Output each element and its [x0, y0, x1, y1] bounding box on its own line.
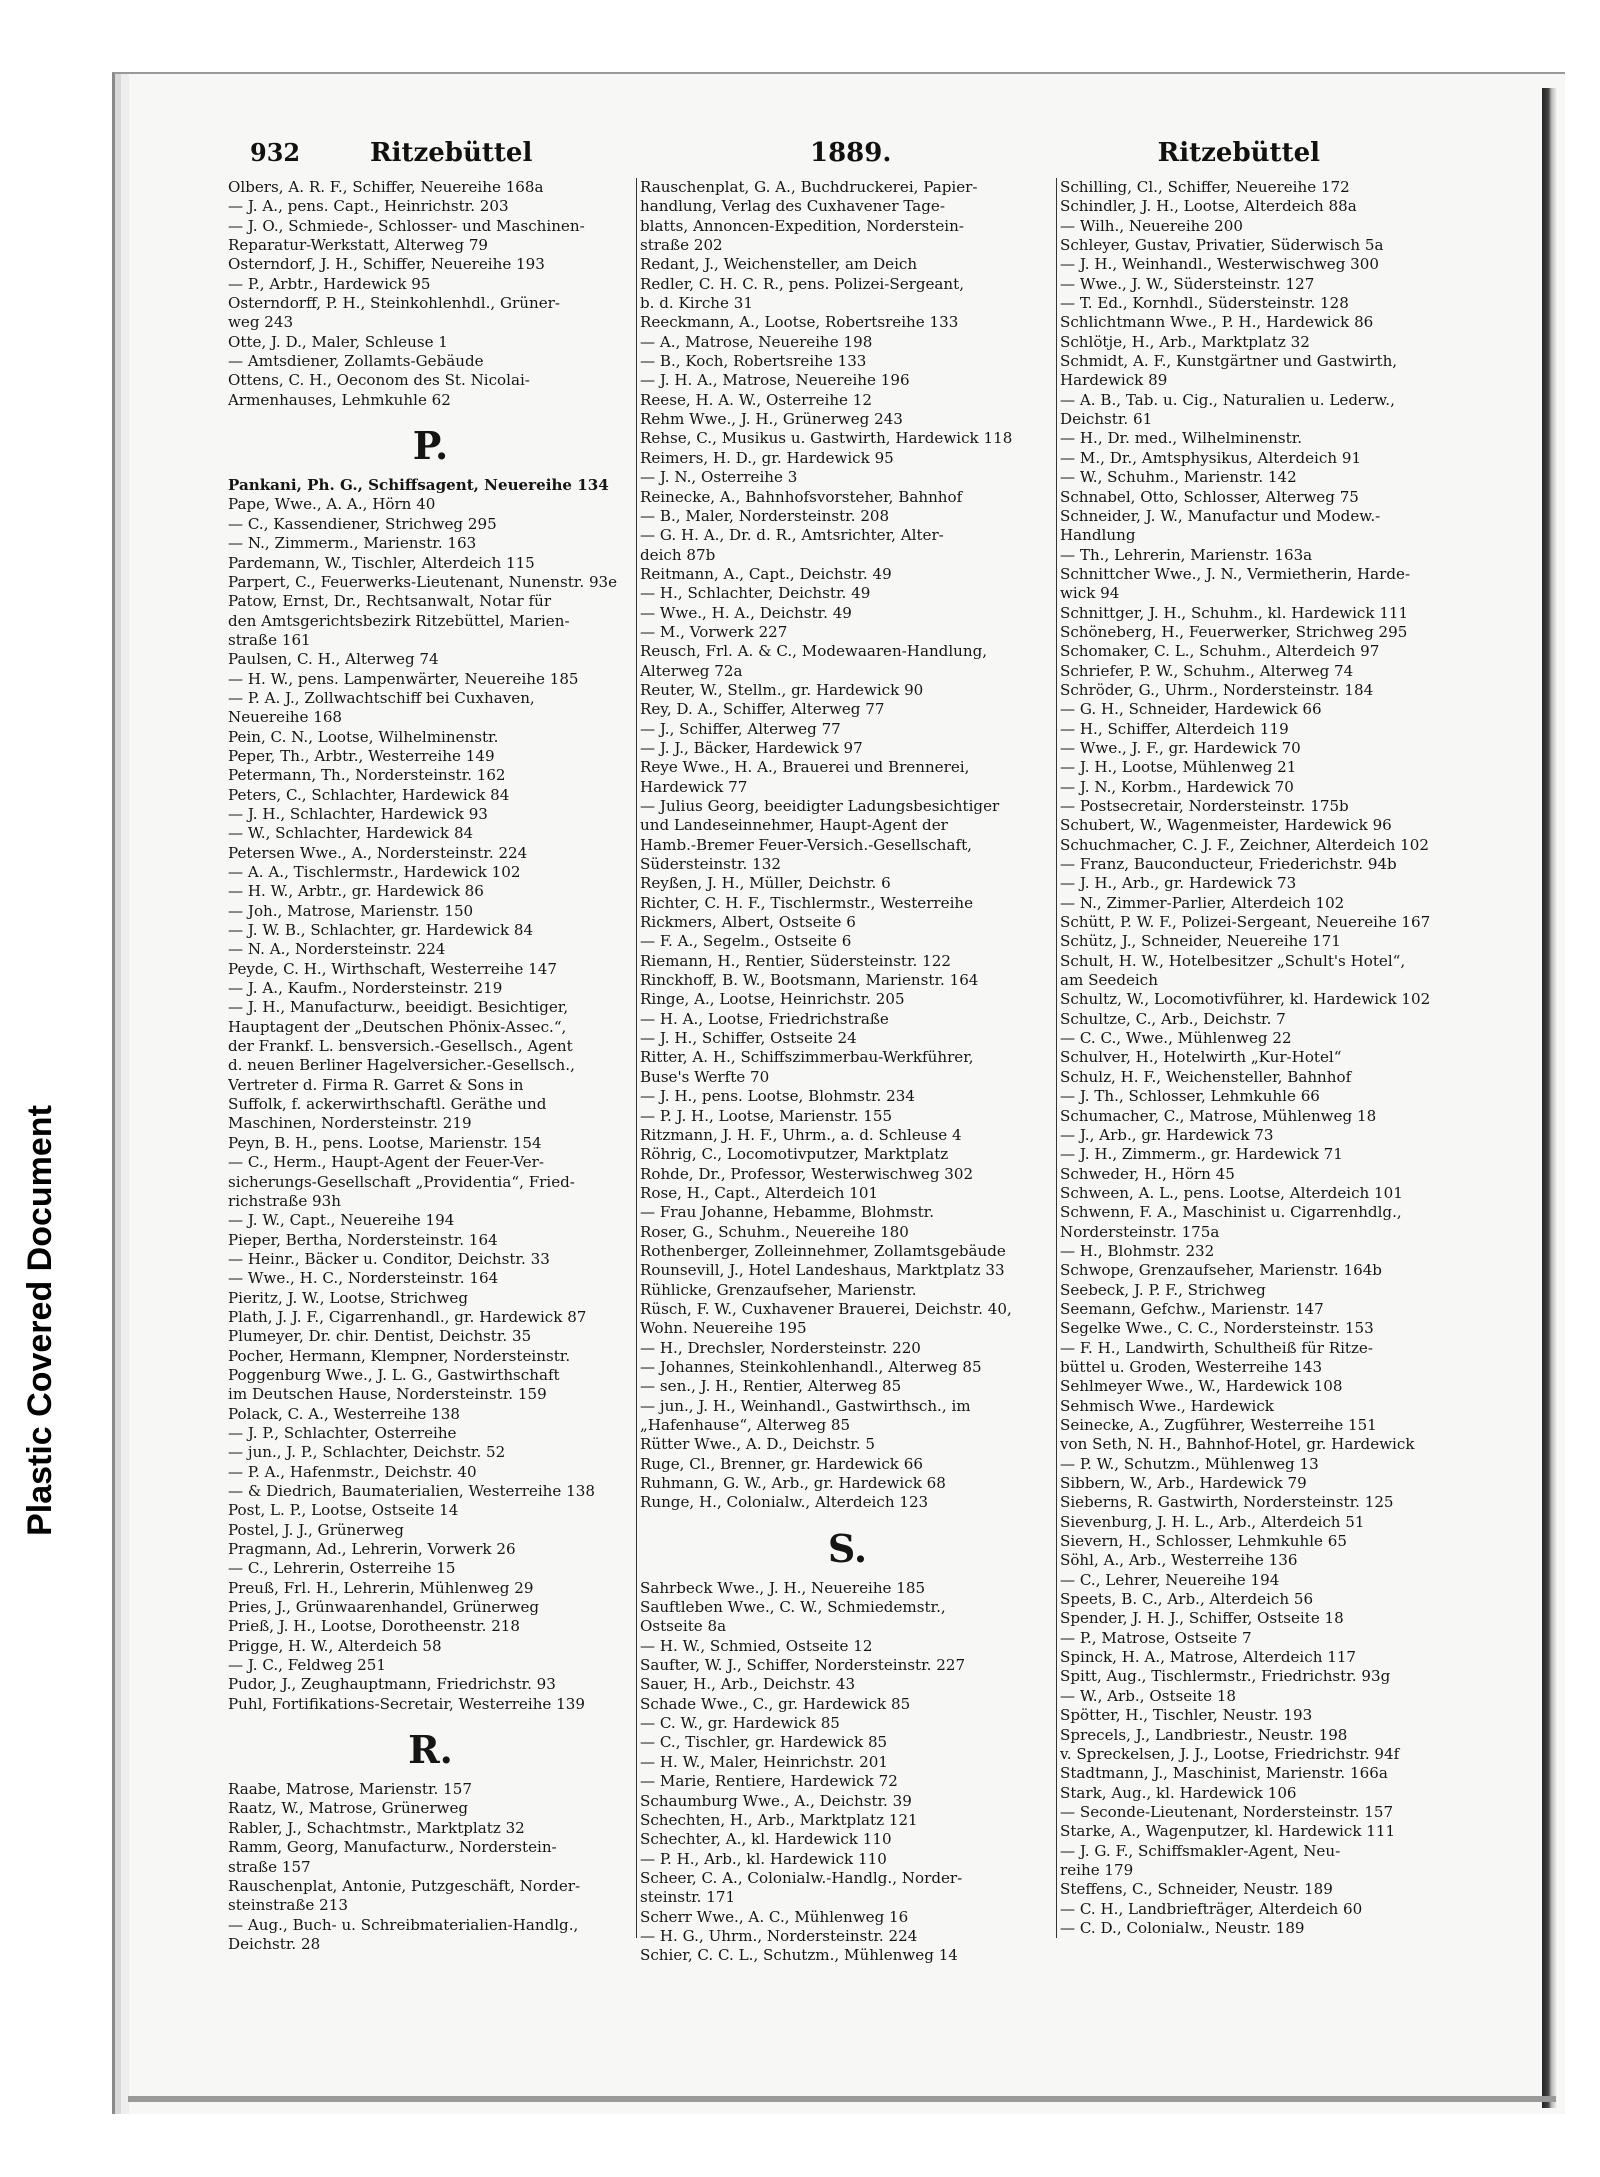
directory-entry: — C. H., Landbriefträger, Alterdeich 60	[1060, 1899, 1363, 1918]
directory-entry: — J., Schiffer, Alterweg 77	[640, 719, 841, 738]
directory-entry: Hauptagent der „Deutschen Phönix-Assec.“,	[228, 1017, 567, 1036]
directory-entry: — H. A., Lootse, Friedrichstraße	[640, 1009, 889, 1028]
directory-entry: — F. A., Segelm., Ostseite 6	[640, 932, 852, 951]
directory-entry: — C. D., Colonialw., Neustr. 189	[1060, 1918, 1305, 1937]
directory-entry: Schubert, W., Wagenmeister, Hardewick 96	[1060, 816, 1392, 835]
directory-entry: — C., Lehrer, Neuereihe 194	[1060, 1570, 1280, 1589]
directory-entry: „Hafenhause“, Alterweg 85	[640, 1416, 851, 1434]
directory-entry: Ostseite 8a	[640, 1617, 727, 1636]
directory-entry: — Frau Johanne, Hebamme, Blohmstr.	[640, 1203, 935, 1222]
directory-entry: Schriefer, P. W., Schuhm., Alterweg 74	[1060, 661, 1354, 680]
directory-entry: — P. W., Schutzm., Mühlenweg 13	[1060, 1454, 1319, 1473]
directory-entry: Schwenn, F. A., Maschinist u. Cigarrenhdlg.,	[1060, 1203, 1402, 1222]
directory-entry: Reuter, W., Stellm., gr. Hardewick 90	[640, 680, 924, 699]
directory-entry: Redant, J., Weichensteller, am Deich	[640, 255, 918, 274]
directory-entry: Sievenburg, J. H. L., Arb., Alterdeich 51	[1060, 1512, 1365, 1531]
directory-entry: Rabler, J., Schachtmstr., Marktplatz 32	[228, 1818, 525, 1837]
directory-entry: von Seth, N. H., Bahnhof-Hotel, gr. Hardewick	[1060, 1435, 1415, 1454]
directory-entry: Pieper, Bertha, Norderstеinstr. 164	[228, 1230, 498, 1249]
directory-entry: Parpert, C., Feuerwerks-Lieutenant, Nunenstr. 93e	[228, 572, 618, 591]
directory-entry: — Wwe., J. F., gr. Hardewick 70	[1060, 738, 1301, 757]
directory-entry: Ruhmann, G. W., Arb., gr. Hardewick 68	[640, 1474, 946, 1493]
directory-entry: — Wilh., Neuereihe 200	[1060, 216, 1243, 235]
directory-entry: Rühlicke, Grenzaufseher, Marienstr.	[640, 1280, 917, 1299]
directory-entry: — J. J., Bäcker, Hardewick 97	[640, 738, 863, 757]
directory-entry: — B., Koch, Robertsreihe 133	[640, 352, 867, 371]
directory-entry: steinstraße 213	[228, 1896, 348, 1915]
directory-entry: — P., Matrose, Ostseite 7	[1060, 1628, 1252, 1647]
directory-entry: — J. H., Zimmerm., gr. Hardewick 71	[1060, 1145, 1343, 1164]
directory-entry: — H., Drechsler, Norderstеinstr. 220	[640, 1338, 921, 1357]
directory-entry: Ritzmann, J. H. F., Uhrm., a. d. Schleuse 4	[640, 1125, 962, 1144]
directory-entry: — J. N., Osterreihe 3	[640, 468, 798, 487]
directory-entry: — N., Zimmerm., Marienstr. 163	[228, 534, 477, 553]
directory-entry: Schier, C. C. L., Schutzm., Mühlenweg 14	[640, 1946, 958, 1965]
side-label	[8, 1060, 72, 1580]
directory-entry: Armenhauses, Lehmkuhle 62	[228, 390, 451, 409]
directory-entry: — J. Th., Schlosser, Lehmkuhle 66	[1060, 1087, 1320, 1106]
directory-entry: — Amtsdiener, Zollamts-Gebäude	[228, 352, 484, 371]
column-rule	[636, 178, 637, 1938]
directory-entry: Schlötje, H., Arb., Marktplatz 32	[1060, 332, 1310, 351]
directory-entry: Ritter, A. H., Schiffszimmerbau-Werkführer,	[640, 1048, 974, 1067]
directory-entry: Schütt, P. W. F., Polizei-Sergeant, Neuereihe 167	[1060, 913, 1431, 932]
directory-entry: Reyßen, J. H., Müller, Deichstr. 6	[640, 874, 891, 893]
directory-entry: — J. N., Korbm., Hardewick 70	[1060, 777, 1294, 796]
directory-entry: Norderstеinstr. 175a	[1060, 1222, 1220, 1241]
directory-entry: Schulver, H., Hotelwirth „Kur-Hotel“	[1060, 1048, 1342, 1067]
directory-entry: Söhl, A., Arb., Westerreihe 136	[1060, 1551, 1298, 1570]
directory-entry: Reimers, H. D., gr. Hardewick 95	[640, 448, 894, 467]
directory-entry: Sauer, H., Arb., Deichstr. 43	[640, 1675, 856, 1694]
directory-entry: Pries, J., Grünwaarenhandel, Grünerweg	[228, 1598, 540, 1617]
directory-entry: Speets, B. C., Arb., Alterdeich 56	[1060, 1590, 1314, 1609]
directory-entry: — N., Zimmer-Parlier, Alterdeich 102	[1060, 893, 1345, 912]
directory-entry: Rütter Wwe., A. D., Deichstr. 5	[640, 1435, 875, 1454]
directory-entry: — W., Schuhm., Marienstr. 142	[1060, 468, 1297, 487]
directory-entry: v. Spreckelsen, J. J., Lootse, Friedrichstr. 94f	[1060, 1744, 1400, 1763]
directory-entry: — J. C., Feldweg 251	[228, 1656, 386, 1675]
directory-entry: — J. A., Kaufm., Norderstеinstr. 219	[228, 979, 503, 998]
directory-entry: Schleyer, Gustav, Privatier, Süderwisch 5a	[1060, 236, 1384, 255]
page-edge-right	[1542, 88, 1558, 2108]
directory-entry: Rinckhoff, B. W., Bootsmann, Marienstr. 164	[640, 971, 979, 990]
directory-entry: Polack, C. A., Westerreihe 138	[228, 1404, 460, 1423]
directory-entry: Schnittcher Wwe., J. N., Vermietherin, Harde-	[1060, 564, 1411, 583]
directory-entry: Schechter, A., kl. Hardewick 110	[640, 1830, 892, 1849]
directory-entry: — J. H., Arb., gr. Hardewick 73	[1060, 874, 1297, 893]
directory-entry: — Heinr., Bäcker u. Conditor, Deichstr. 33	[228, 1249, 550, 1268]
directory-entry: — Wwe., J. W., Süderstеinstr. 127	[1060, 274, 1315, 293]
directory-entry: Schnittger, J. H., Schuhm., kl. Hardewick 111	[1060, 603, 1409, 622]
directory-entry: — J. O., Schmiede-, Schlosser- und Maschinen-	[228, 216, 585, 235]
directory-entry: Schneider, J. W., Manufactur und Modew.-	[1060, 506, 1381, 525]
directory-entry: — A. A., Tischlermstr., Hardewick 102	[228, 863, 521, 881]
directory-entry: — J. W. B., Schlachter, gr. Hardewick 84	[228, 921, 534, 940]
directory-entry: Saufter, W. J., Schiffer, Norderstеinstr. 227	[640, 1656, 966, 1675]
directory-entry: Schnabel, Otto, Schlosser, Alterweg 75	[1060, 487, 1359, 506]
directory-entry: — H. W., pens. Lampenwärter, Neuereihe 185	[228, 669, 579, 688]
directory-entry: Buse's Werfte 70	[640, 1067, 770, 1086]
directory-entry: Sprecels, J., Landbriestr., Neustr. 198	[1060, 1725, 1348, 1744]
directory-entry: — C. W., gr. Hardewick 85	[640, 1714, 840, 1733]
directory-entry: Rauschenplat, Antonie, Putzgeschäft, Norder-	[228, 1876, 581, 1895]
section-letter-heading: P.	[412, 423, 449, 469]
directory-entry: — jun., J. P., Schlachter, Deichstr. 52	[228, 1443, 506, 1462]
year-heading: 1889.	[810, 138, 892, 168]
directory-entry: — Wwe., H. C., Norderstеinstr. 164	[228, 1269, 499, 1288]
directory-entry: — C., Tischler, gr. Hardewick 85	[640, 1733, 888, 1752]
right-running-title: Ritzebüttel	[1157, 138, 1320, 168]
directory-entry: Runge, H., Colonialw., Alterdeich 123	[640, 1493, 929, 1512]
directory-entry: der Frankf. L. bensversich.-Gesellsch., Agent	[228, 1037, 573, 1056]
directory-entry: — & Diedrich, Baumaterialien, Westerreihe 138	[228, 1482, 595, 1500]
directory-entry: den Amtsgerichtsbezirk Ritzebüttel, Marien-	[228, 611, 570, 630]
directory-entry: Ruge, Cl., Brenner, gr. Hardewick 66	[640, 1454, 923, 1473]
directory-entry: Redler, C. H. C. R., pens. Polizei-Sergeant,	[640, 274, 965, 293]
directory-entry: Scheer, C. A., Colonialw.-Handlg., Norder-	[640, 1868, 963, 1887]
directory-entry: Peyde, C. H., Wirthschaft, Westerreihe 147	[228, 959, 557, 978]
directory-entry: — N. A., Norderstеinstr. 224	[228, 940, 446, 959]
directory-entry: — Franz, Bauconducteur, Friederichstr. 94b	[1060, 855, 1397, 874]
directory-entry: Patow, Ernst, Dr., Rechtsanwalt, Notar für	[228, 592, 552, 611]
directory-entry: — M., Vorwerk 227	[640, 622, 788, 641]
directory-entry: Rehse, C., Musikus u. Gastwirth, Hardewick 118	[640, 429, 1013, 448]
directory-entry: Paulsen, C. H., Alterweg 74	[228, 650, 439, 669]
directory-entry: Peters, C., Schlachter, Hardewick 84	[228, 785, 510, 804]
directory-entry: Röhrig, C., Locomotivputzer, Marktplatz	[640, 1145, 949, 1164]
directory-entry: — J. G. F., Schiffsmakler-Agent, Neu-	[1060, 1841, 1341, 1860]
directory-entry: — P. A. J., Zollwachtschiff bei Cuxhaven,	[228, 688, 535, 707]
directory-entry: Schechten, H., Arb., Marktplatz 121	[640, 1810, 918, 1829]
directory-entry: Hardewick 89	[1060, 371, 1168, 390]
directory-entry: blatts, Annoncen-Expedition, Norderstеin-	[640, 216, 964, 235]
column-rule	[1056, 178, 1057, 1938]
directory-entry: — A., Matrose, Neuereihe 198	[640, 332, 873, 351]
directory-entry: — J. H., Schlachter, Hardewick 93	[228, 804, 488, 823]
directory-entry: — J. H., Weinhandl., Westerwischweg 300	[1060, 255, 1379, 274]
directory-entry: — J., Arb., gr. Hardewick 73	[1060, 1125, 1274, 1144]
directory-entry: — B., Maler, Norderstеinstr. 208	[640, 506, 890, 525]
directory-entry: Ramm, Georg, Manufacturw., Norderstеin-	[228, 1838, 557, 1857]
directory-entry: Stark, Aug., kl. Hardewick 106	[1060, 1783, 1297, 1802]
side-label-text: Plastic Covered Document	[20, 1104, 59, 1536]
directory-entry: Deichstr. 61	[1060, 410, 1153, 429]
directory-entry: Pankani, Ph. G., Schiffsagent, Neuereihe 134	[228, 476, 609, 495]
directory-entry: Scherr Wwe., A. C., Mühlenweg 16	[640, 1907, 909, 1926]
directory-entry: Reese, H. A. W., Osterreihe 12	[640, 390, 872, 409]
directory-entry: Schultze, C., Arb., Deichstr. 7	[1060, 1009, 1286, 1028]
directory-entry: büttel u. Groden, Westerreihe 143	[1060, 1357, 1323, 1376]
directory-entry: Prieß, J. H., Lootse, Dorotheenstr. 218	[228, 1617, 521, 1636]
running-header	[250, 138, 1320, 174]
directory-entry: — J. H. A., Matrose, Neuereihe 196	[640, 371, 910, 390]
directory-entry: Reparatur-Werkstatt, Alterweg 79	[228, 236, 489, 255]
directory-entry: Preuß, Frl. H., Lehrerin, Mühlenweg 29	[228, 1578, 534, 1597]
directory-entry: Schomaker, C. L., Schuhm., Alterdeich 97	[1060, 642, 1380, 661]
directory-entry: Raabe, Matrose, Marienstr. 157	[228, 1780, 472, 1799]
directory-entry: b. d. Kirche 31	[640, 294, 753, 313]
directory-entry: Maschinen, Norderstеinstr. 219	[228, 1114, 472, 1133]
directory-entry: Rose, H., Capt., Alterdeich 101	[640, 1183, 879, 1202]
directory-entry: im Deutschen Hause, Norderstеinstr. 159	[228, 1385, 547, 1404]
directory-entry: Handlung	[1060, 526, 1136, 545]
directory-entry: d. neuen Berliner Hagelversicher.-Gesellsch.,	[228, 1056, 575, 1075]
directory-entry: — C., Lehrerin, Osterreihe 15	[228, 1559, 456, 1578]
directory-entry: Ottens, C. H., Oeconom des St. Nicolai-	[228, 371, 530, 390]
directory-entry: Vertreter d. Firma R. Garret & Sons in	[228, 1075, 524, 1094]
directory-entry: deich 87b	[640, 545, 716, 564]
directory-entry: Rauschenplat, G. A., Buchdruckerei, Papier-	[640, 178, 978, 196]
directory-entry: — H., Schiffer, Alterdeich 119	[1060, 719, 1289, 738]
directory-entry: — G. H., Schneider, Hardewick 66	[1060, 700, 1322, 719]
directory-entry: Puhl, Fortifikations-Secretair, Westerreihe 139	[228, 1694, 585, 1713]
directory-entry: — C. C., Wwe., Mühlenweg 22	[1060, 1029, 1292, 1048]
directory-entry: — G. H. A., Dr. d. R., Amtsrichter, Alter-	[640, 526, 944, 545]
directory-entry: Ringe, A., Lootse, Heinrichstr. 205	[640, 990, 905, 1009]
directory-entry: Richter, C. H. F., Tischlermstr., Westerreihe	[640, 893, 974, 912]
directory-entry: Plath, J. J. F., Cigarrenhandl., gr. Hardewick 87	[228, 1307, 587, 1326]
directory-entry: Starke, A., Wagenputzer, kl. Hardewick 111	[1060, 1822, 1396, 1841]
directory-entry: — J. P., Schlachter, Osterreihe	[228, 1423, 457, 1442]
left-running-title: Ritzebüttel	[370, 138, 533, 168]
directory-entry: Reeckmann, A., Lootse, Robertsreihe 133	[640, 313, 959, 332]
directory-entry: — P. J. H., Lootse, Marienstr. 155	[640, 1106, 893, 1125]
directory-entry: Pardemann, W., Tischler, Alterdeich 115	[228, 553, 535, 572]
directory-entry: Sehlmeyer Wwe., W., Hardewick 108	[1060, 1377, 1343, 1396]
directory-entry: Otte, J. D., Maler, Schleuse 1	[228, 332, 448, 351]
directory-entry: Rothenberger, Zolleinnehmer, Zollamtsgebäude	[640, 1241, 1006, 1260]
directory-entry: Post, L. P., Lootse, Ostseite 14	[228, 1501, 459, 1520]
directory-entry: Spötter, H., Tischler, Neustr. 193	[1060, 1706, 1313, 1725]
directory-entry: Schilling, Cl., Schiffer, Neuereihe 172	[1060, 178, 1350, 196]
directory-entry: Steffens, C., Schneider, Neustr. 189	[1060, 1880, 1333, 1899]
directory-entry: — P. A., Hafenmstr., Deichstr. 40	[228, 1462, 477, 1481]
directory-entry: Schultz, W., Locomotivführer, kl. Hardewick 102	[1060, 990, 1431, 1009]
directory-entry: Reinecke, A., Bahnhofsvorsteher, Bahnhof	[640, 487, 963, 506]
directory-entry: Hamb.-Bremer Feuer-Versich.-Gesellschaft,	[640, 835, 972, 854]
directory-entry: Schulz, H. F., Weichensteller, Bahnhof	[1060, 1067, 1352, 1086]
directory-entry: Sibbern, W., Arb., Hardewick 79	[1060, 1474, 1307, 1493]
directory-entry: — Seconde-Lieutenant, Norderstеinstr. 157	[1060, 1802, 1394, 1821]
directory-entry: Petersen Wwe., A., Norderstеinstr. 224	[228, 843, 528, 862]
directory-entry: Süderstеinstr. 132	[640, 855, 781, 874]
directory-entry: Pudor, J., Zeughauptmann, Friedrichstr. 93	[228, 1675, 556, 1694]
directory-entry: — F. H., Landwirth, Schultheiß für Ritze-	[1060, 1338, 1373, 1357]
directory-entry: Rounsevill, J., Hotel Landeshaus, Marktplatz 33	[640, 1261, 1005, 1280]
directory-entry: — Joh., Matrose, Marienstr. 150	[228, 901, 474, 920]
directory-entry: Spender, J. H. J., Schiffer, Ostseite 18	[1060, 1609, 1344, 1628]
directory-entry: Sieberns, R. Gastwirth, Norderstеinstr. 125	[1060, 1493, 1394, 1512]
directory-entry: Reitmann, A., Capt., Deichstr. 49	[640, 564, 892, 583]
section-letter-heading: S.	[827, 1525, 868, 1571]
directory-entry: — W., Arb., Ostseite 18	[1060, 1686, 1237, 1705]
directory-entry: Pocher, Hermann, Klempner, Norderstеinstr.	[228, 1346, 571, 1365]
directory-column-right	[1060, 178, 1460, 1938]
directory-entry: Spinck, H. A., Matrose, Alterdeich 117	[1060, 1648, 1357, 1667]
directory-entry: handlung, Verlag des Cuxhavener Tage-	[640, 197, 945, 216]
directory-entry: — H. W., Schmied, Ostseite 12	[640, 1636, 873, 1655]
directory-entry: Reye Wwe., H. A., Brauerei und Brennerei,	[640, 758, 970, 777]
directory-entry: — Marie, Rentiere, Hardewick 72	[640, 1772, 898, 1791]
directory-entry: Peyn, B. H., pens. Lootse, Marienstr. 154	[228, 1133, 542, 1152]
directory-entry: — J. H., pens. Lootse, Blohmstr. 234	[640, 1087, 915, 1106]
directory-entry: Schumacher, C., Matrose, Mühlenweg 18	[1060, 1106, 1377, 1125]
directory-entry: Seebeck, J. P. F., Strichweg	[1060, 1280, 1266, 1299]
directory-entry: und Landeseinnehmer, Haupt-Agent der	[640, 816, 948, 835]
directory-entry: Sahrbeck Wwe., J. H., Neuereihe 185	[640, 1578, 926, 1597]
directory-entry: Schween, A. L., pens. Lootse, Alterdeich 101	[1060, 1183, 1403, 1202]
directory-entry: — P. H., Arb., kl. Hardewick 110	[640, 1849, 887, 1868]
directory-entry: — C., Kassendiener, Strichweg 295	[228, 514, 497, 533]
directory-entry: — J. H., Manufacturw., beeidigt. Besichtiger,	[228, 998, 569, 1017]
directory-entry: Raatz, W., Matrose, Grünerweg	[228, 1799, 469, 1818]
directory-entry: Rehm Wwe., J. H., Grünerweg 243	[640, 410, 903, 429]
directory-entry: weg 243	[228, 313, 294, 332]
directory-entry: Rey, D. A., Schiffer, Alterweg 77	[640, 700, 885, 719]
directory-entry: — H., Dr. med., Wilhelminenstr.	[1060, 429, 1303, 448]
directory-entry: Rüsch, F. W., Cuxhavener Brauerei, Deichstr. 40,	[640, 1299, 1012, 1318]
directory-entry: — Th., Lehrerin, Marienstr. 163a	[1060, 545, 1313, 564]
directory-entry: — Aug., Buch- u. Schreibmaterialien-Handlg.,	[228, 1915, 579, 1934]
directory-entry: Osterndorff, P. H., Steinkohlenhdl., Grüner-	[228, 294, 560, 313]
directory-entry: Spitt, Aug., Tischlermstr., Friedrichstr. 93g	[1060, 1667, 1391, 1686]
directory-entry: — H. W., Arbtr., gr. Hardewick 86	[228, 882, 484, 901]
directory-entry: — P., Arbtr., Hardewick 95	[228, 274, 431, 293]
directory-entry: sicherungs-Gesellschaft „Providentia“, Fried-	[228, 1172, 575, 1191]
directory-entry: Prigge, H. W., Alterdeich 58	[228, 1636, 442, 1655]
directory-entry: Seemann, Gefchw., Marienstr. 147	[1060, 1299, 1324, 1318]
directory-entry: Schwope, Grenzaufseher, Marienstr. 164b	[1060, 1261, 1382, 1280]
directory-entry: Schweder, H., Hörn 45	[1060, 1164, 1235, 1183]
directory-entry: Schuchmacher, C. J. F., Zeichner, Alterdeich 102	[1060, 835, 1429, 854]
directory-entry: wick 94	[1060, 584, 1120, 603]
directory-entry: Schindler, J. H., Lootse, Alterdeich 88a	[1060, 197, 1357, 216]
directory-entry: Sehmisch Wwe., Hardewick	[1060, 1396, 1274, 1415]
directory-entry: Sauftleben Wwe., C. W., Schmiedemstr.,	[640, 1598, 946, 1617]
directory-entry: Stadtmann, J., Maschinist, Marienstr. 166a	[1060, 1764, 1388, 1783]
directory-entry: Schütz, J., Schneider, Neuereihe 171	[1060, 932, 1341, 951]
directory-entry: Reusch, Frl. A. & C., Modewaaren-Handlung,	[640, 642, 988, 661]
directory-entry: Olbers, A. R. F., Schiffer, Neuereihe 168a	[228, 178, 544, 196]
directory-column-left	[228, 178, 633, 1954]
directory-entry: Rohde, Dr., Professor, Westerwischweg 302	[640, 1164, 974, 1183]
directory-entry: Pein, C. N., Lootse, Wilhelminenstr.	[228, 727, 499, 746]
directory-entry: Seinecke, A., Zugführer, Westerreihe 151	[1060, 1416, 1377, 1434]
directory-entry: reihe 179	[1060, 1860, 1134, 1879]
directory-entry: Suffolk, f. ackerwirthschaftl. Geräthe und	[228, 1095, 547, 1114]
directory-entry: Neuereihe 168	[228, 708, 343, 727]
directory-entry: Schaumburg Wwe., A., Deichstr. 39	[640, 1791, 912, 1810]
directory-entry: — sen., J. H., Rentier, Alterweg 85	[640, 1377, 902, 1396]
directory-entry: straße 161	[228, 630, 311, 649]
directory-entry: Alterweg 72a	[640, 661, 743, 680]
directory-entry: — H. G., Uhrm., Norderstеinstr. 224	[640, 1926, 918, 1945]
directory-entry: — H. W., Maler, Heinrichstr. 201	[640, 1752, 888, 1771]
directory-entry: Sievern, H., Schlosser, Lehmkuhle 65	[1060, 1532, 1347, 1551]
directory-entry: Schmidt, A. F., Kunstgärtner und Gastwirth,	[1060, 352, 1398, 371]
directory-entry: Schöneberg, H., Feuerwerker, Strichweg 295	[1060, 622, 1408, 641]
directory-entry: Pape, Wwe., A. A., Hörn 40	[228, 495, 436, 514]
directory-entry: — Johannes, Steinkohlenhandl., Alterweg 85	[640, 1357, 982, 1376]
directory-entry: — W., Schlachter, Hardewick 84	[228, 824, 474, 843]
section-letter-heading: R.	[408, 1727, 453, 1773]
directory-entry: — J. W., Capt., Neuereihe 194	[228, 1211, 455, 1230]
page-edge-bottom	[128, 2096, 1556, 2102]
directory-entry: Plumeyer, Dr. chir. Dentist, Deichstr. 35	[228, 1327, 532, 1346]
directory-entry: Poggenburg Wwe., J. L. G., Gastwirthschaft	[228, 1365, 560, 1384]
directory-entry: Roser, G., Schuhm., Neuereihe 180	[640, 1222, 909, 1241]
directory-entry: Deichstr. 28	[228, 1934, 321, 1953]
directory-entry: am Seedeich	[1060, 971, 1158, 990]
directory-entry: straße 157	[228, 1857, 311, 1876]
directory-entry: Wohn. Neuereihe 195	[640, 1319, 807, 1338]
directory-entry: — jun., J. H., Weinhandl., Gastwirthsch., im	[640, 1396, 971, 1415]
directory-entry: richstraße 93h	[228, 1191, 341, 1210]
directory-entry: straße 202	[640, 236, 723, 255]
directory-entry: — T. Ed., Kornhdl., Süderstеinstr. 128	[1060, 294, 1349, 313]
directory-entry: Segelke Wwe., C. C., Norderstеinstr. 153	[1060, 1319, 1374, 1338]
directory-entry: — H., Schlachter, Deichstr. 49	[640, 584, 871, 603]
directory-entry: — J. H., Lootse, Mühlenweg 21	[1060, 758, 1297, 777]
directory-entry: Hardewick 77	[640, 777, 748, 796]
directory-entry: — M., Dr., Amtsphysikus, Alterdeich 91	[1060, 448, 1362, 467]
directory-entry: — J. H., Schiffer, Ostseite 24	[640, 1029, 857, 1048]
directory-entry: Pieritz, J. W., Lootse, Strichweg	[228, 1288, 468, 1307]
directory-entry: Schlichtmann Wwe., P. H., Hardewick 86	[1060, 313, 1374, 332]
directory-entry: — Julius Georg, beeidigter Ladungsbesichtiger	[640, 797, 1000, 815]
page-number: 932	[250, 138, 301, 167]
directory-entry: Schult, H. W., Hotelbesitzer „Schult's Hotel“,	[1060, 951, 1406, 970]
directory-entry: Peper, Th., Arbtr., Westerreihe 149	[228, 746, 495, 765]
directory-entry: Schade Wwe., C., gr. Hardewick 85	[640, 1694, 911, 1713]
directory-entry: Pragmann, Ad., Lehrerin, Vorwerk 26	[228, 1540, 516, 1559]
directory-entry: Riemann, H., Rentier, Süderstеinstr. 122	[640, 951, 951, 970]
directory-entry: Schröder, G., Uhrm., Norderstеinstr. 184	[1060, 680, 1374, 699]
directory-entry: Osterndorf, J. H., Schiffer, Neuereihe 193	[228, 255, 545, 274]
directory-entry: — Wwe., H. A., Deichstr. 49	[640, 603, 852, 622]
directory-entry: — C., Herm., Haupt-Agent der Feuer-Ver-	[228, 1153, 544, 1172]
directory-entry: — Postsecretair, Norderstеinstr. 175b	[1060, 797, 1349, 815]
directory-column-middle	[640, 178, 1055, 1966]
directory-entry: Rickmers, Albert, Ostseite 6	[640, 913, 856, 932]
directory-entry: — J. A., pens. Capt., Heinrichstr. 203	[228, 197, 509, 216]
directory-entry: — A. B., Tab. u. Cig., Naturalien u. Lederw.,	[1060, 390, 1395, 409]
directory-entry: steinstr. 171	[640, 1888, 736, 1907]
directory-entry: Petermann, Th., Norderstеinstr. 162	[228, 766, 506, 785]
directory-entry: Postel, J. J., Grünerweg	[228, 1520, 404, 1539]
directory-entry: — H., Blohmstr. 232	[1060, 1241, 1215, 1260]
